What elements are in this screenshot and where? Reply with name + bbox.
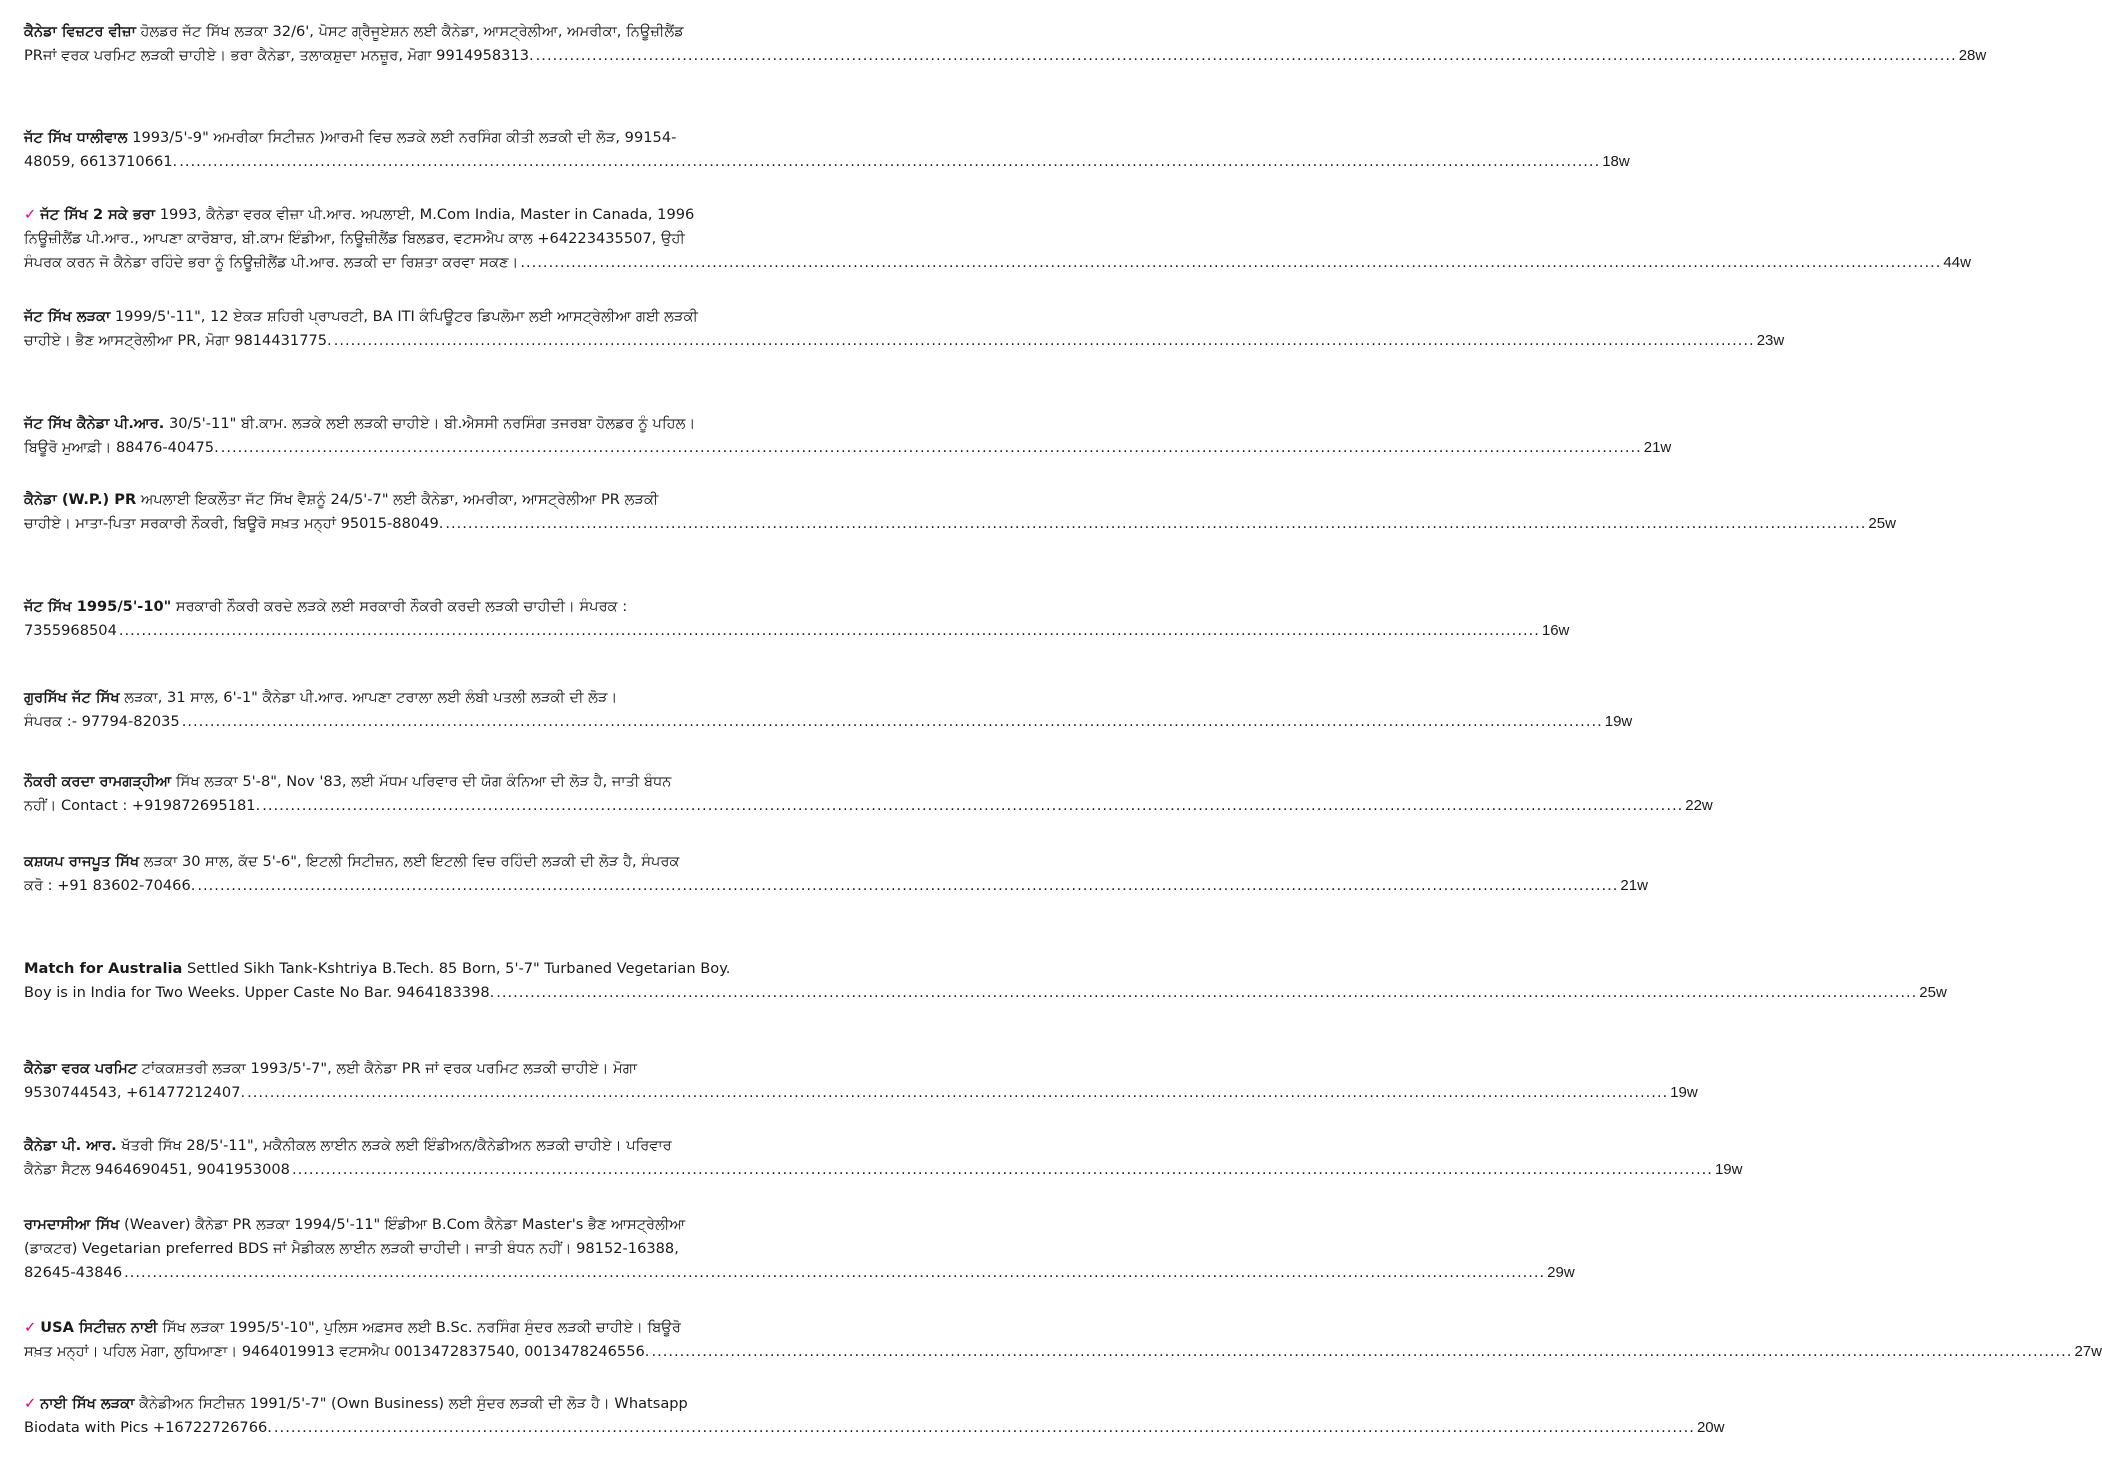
ad-heading: ਰਾਮਦਾਸੀਆ ਸਿੱਖ [24, 1216, 120, 1233]
dot-leader [179, 150, 1600, 174]
classified-ad [24, 1392, 1725, 1440]
dot-leader [651, 1340, 2072, 1364]
classified-ad [24, 1057, 1698, 1105]
ad-heading: ਕਸ਼ਯਪ ਰਾਜਪੂਤ ਸਿੱਖ [24, 853, 140, 870]
ad-text: ਕਰੋ : +91 83602-70466. [24, 877, 196, 894]
ad-text: ਬਿਊਰੋ ਮੁਆਫ਼ੀ। 88476-40475. [24, 439, 219, 456]
ad-heading: ਕੈਨੇਡਾ ਪੀ. ਆਰ. [24, 1137, 117, 1154]
dot-leader [262, 794, 1683, 818]
ad-heading: ਕੈਨੇਡਾ (W.P.) PR [24, 491, 137, 508]
ad-text: 82645-43846 [24, 1264, 123, 1281]
ad-text: ਟਾਂਕਕਸ਼ਤਰੀ ਲੜਕਾ 1993/5'-7", ਲਈ ਕੈਨੇਡਾ PR ਜਾਂ ਵਰਕ ਪਰਮਿਟ ਲੜਕੀ ਚਾਹੀਏ। ਮੋਗਾ [141, 1060, 638, 1077]
ad-code: 18w [1602, 153, 1630, 170]
ad-code: 21w [1643, 439, 1672, 456]
ad-heading: USA ਸਿਟੀਜ਼ਨ ਨਾਈ [40, 1319, 158, 1336]
dot-leader [197, 874, 1618, 898]
ad-text: ਸੰਪਰਕ :- 97794-82035 [24, 713, 180, 730]
classified-ad [24, 1316, 2102, 1364]
ad-text: ਸਿੱਖ ਲੜਕਾ 1995/5'-10", ਪੁਲਿਸ ਅਫ਼ਸਰ ਲਈ B.Sc. ਨਰਸਿੰਗ ਸੁੰਦਰ ਲੜਕੀ ਚਾਹੀਏ। ਬਿਊਰੋ [162, 1319, 681, 1336]
ad-text: Boy is in India for Two Weeks. Upper Caste No Bar. 9464183398. [24, 984, 495, 1001]
classified-ad [24, 305, 1785, 353]
ad-code: 19w [1604, 713, 1633, 730]
ad-text: 1993/5'-9" ਅਮਰੀਕਾ ਸਿਟੀਜ਼ਨ )ਆਰਮੀ ਵਿਚ ਲੜਕੇ ਲਈ ਨਰਸਿੰਗ ਕੀਤੀ ਲੜਕੀ ਦੀ ਲੋੜ, 99154- [132, 129, 677, 146]
ad-code: 25w [1919, 984, 1947, 1001]
classified-ad [24, 412, 1672, 460]
classified-ad [24, 595, 1570, 643]
ad-text: ਸਖ਼ਤ ਮਨ੍ਹਾਂ। ਪਹਿਲ ਮੋਗਾ, ਲੁਧਿਆਣਾ। 9464019913 ਵਟਸਐਪ 0013472837540, 0013478246556. [24, 1343, 650, 1360]
ad-text: ਖੱਤਰੀ ਸਿੱਖ 28/5'-11", ਮਕੈਨੀਕਲ ਲਾਈਨ ਲੜਕੇ ਲਈ ਇੰਡੀਅਨ/ਕੈਨੇਡੀਅਨ ਲੜਕੀ ਚਾਹੀਏ। ਪਰਿਵਾਰ [121, 1137, 672, 1154]
ad-heading: ਨਾਈ ਸਿੱਖ ਲੜਕਾ [40, 1395, 135, 1412]
classified-ad [24, 957, 1947, 1005]
ad-text: 1999/5'-11", 12 ਏਕੜ ਸ਼ਹਿਰੀ ਪ੍ਰਾਪਰਟੀ, BA ITI ਕੰਪਿਊਟਰ ਡਿਪਲੋਮਾ ਲਈ ਆਸਟ੍ਰੇਲੀਆ ਗਈ ਲੜਕੀ [114, 308, 698, 325]
ad-code: 23w [1756, 332, 1785, 349]
ad-text: ਸਰਕਾਰੀ ਨੌਕਰੀ ਕਰਦੇ ਲੜਕੇ ਲਈ ਸਰਕਾਰੀ ਨੌਕਰੀ ਕਰਦੀ ਲੜਕੀ ਚਾਹੀਦੀ। ਸੰਪਰਕ : [175, 598, 628, 615]
ad-code: 28w [1958, 47, 1987, 64]
ad-code: 19w [1714, 1161, 1743, 1178]
ad-text: ਲੜਕਾ 30 ਸਾਲ, ਕੱਦ 5'-6", ਇਟਲੀ ਸਿਟੀਜ਼ਨ, ਲਈ ਇਟਲੀ ਵਿਚ ਰਹਿੰਦੀ ਲੜਕੀ ਦੀ ਲੋੜ ਹੈ, ਸੰਪਰਕ [143, 853, 680, 870]
ad-heading: ਕੈਨੇਡਾ ਵਿਜ਼ਟਰ ਵੀਜ਼ਾ [24, 23, 136, 40]
classified-ad [24, 1213, 1575, 1285]
ad-heading: ਜੱਟ ਸਿੱਖ ਕੈਨੇਡਾ ਪੀ.ਆਰ. [24, 415, 165, 432]
ad-heading: Match for Australia [24, 960, 183, 977]
dot-leader [221, 436, 1642, 460]
classified-ad [24, 850, 1648, 898]
ad-text: ਸਿੱਖ ਲੜਕਾ 5'-8", Nov '83, ਲਈ ਮੱਧਮ ਪਰਿਵਾਰ ਦੀ ਯੋਗ ਕੰਨਿਆ ਦੀ ਲੋੜ ਹੈ, ਜਾਤੀ ਬੰਧਨ [175, 773, 672, 790]
dot-leader [182, 710, 1603, 734]
check-mark-icon: ✓ [24, 206, 37, 223]
classified-ad [24, 203, 1971, 275]
classified-ad [24, 770, 1713, 818]
ad-heading: ਜੱਟ ਸਿੱਖ ਧਾਲੀਵਾਲ [24, 129, 128, 146]
classified-ad [24, 20, 1987, 68]
classified-ad [24, 686, 1633, 734]
ad-text: PRਜਾਂ ਵਰਕ ਪਰਮਿਟ ਲੜਕੀ ਚਾਹੀਏ। ਭਰਾ ਕੈਨੇਡਾ, ਤਲਾਕਸ਼ੁਦਾ ਮਨਜ਼ੂਰ, ਮੋਗਾ 9914958313. [24, 47, 534, 64]
ad-text: 30/5'-11" ਬੀ.ਕਾਮ. ਲੜਕੇ ਲਈ ਲੜਕੀ ਚਾਹੀਏ। ਬੀ.ਐਸਸੀ ਨਰਸਿੰਗ ਤਜਰਬਾ ਹੋਲਡਰ ਨੂੰ ਪਹਿਲ। [169, 415, 696, 432]
dot-leader [124, 1261, 1545, 1285]
check-mark-icon: ✓ [24, 1319, 37, 1336]
ad-text: ਨਿਊਜ਼ੀਲੈਂਡ ਪੀ.ਆਰ., ਆਪਣਾ ਕਾਰੋਬਾਰ, ਬੀ.ਕਾਮ ਇੰਡੀਆ, ਨਿਊਜ਼ੀਲੈਂਡ ਬਿਲਡਰ, ਵਟਸਐਪ ਕਾਲ +64223435507, ਉਹੀ [24, 230, 685, 247]
ad-code: 29w [1547, 1264, 1575, 1281]
dot-leader [274, 1416, 1695, 1440]
ad-code: 20w [1696, 1419, 1725, 1436]
ad-heading: ਗੁਰਸਿੱਖ ਜੱਟ ਸਿੱਖ [24, 689, 120, 706]
ad-text: (Weaver) ਕੈਨੇਡਾ PR ਲੜਕਾ 1994/5'-11" ਇੰਡੀਆ B.Com ਕੈਨੇਡਾ Master's ਭੈਣ ਆਸਟ੍ਰੇਲੀਆ [124, 1216, 686, 1233]
classified-ad [24, 1134, 1743, 1182]
ad-code: 21w [1620, 877, 1648, 894]
ad-code: 44w [1943, 254, 1971, 271]
ad-code: 22w [1685, 797, 1713, 814]
ad-text: ਕੈਨੇਡਾ ਸੈਟਲ 9464690451, 9041953008 [24, 1161, 290, 1178]
ad-heading: ਜੱਟ ਸਿੱਖ 2 ਸਕੇ ਭਰਾ [40, 206, 156, 223]
ad-text: Settled Sikh Tank-Kshtriya B.Tech. 85 Born, 5'-7" Turbaned Vegetarian Boy. [187, 960, 731, 977]
ad-text: 1993, ਕੈਨੇਡਾ ਵਰਕ ਵੀਜ਼ਾ ਪੀ.ਆਰ. ਅਪਲਾਈ, M.Com India, Master in Canada, 1996 [159, 206, 695, 223]
ad-text: ਚਾਹੀਏ। ਭੈਣ ਆਸਟ੍ਰੇਲੀਆ PR, ਮੋਗਾ 9814431775. [24, 332, 332, 349]
classified-ad [24, 488, 1896, 536]
ad-text: 7355968504 [24, 622, 117, 639]
ad-text: ਕੈਨੇਡੀਅਨ ਸਿਟੀਜ਼ਨ 1991/5'-7" (Own Business) ਲਈ ਸੁੰਦਰ ਲੜਕੀ ਦੀ ਲੋੜ ਹੈ। Whatsapp [139, 1395, 688, 1412]
dot-leader [247, 1081, 1668, 1105]
ad-heading: ਜੱਟ ਸਿੱਖ 1995/5'-10" [24, 598, 172, 615]
ad-code: 16w [1541, 622, 1570, 639]
dot-leader [520, 251, 1941, 275]
ad-heading: ਜੱਟ ਸਿੱਖ ਲੜਕਾ [24, 308, 111, 325]
ad-heading: ਕੈਨੇਡਾ ਵਰਕ ਪਰਮਿਟ [24, 1060, 138, 1077]
ad-heading: ਨੌਕਰੀ ਕਰਦਾ ਰਾਮਗੜ੍ਹੀਆ [24, 773, 172, 790]
ad-text: ਲੜਕਾ, 31 ਸਾਲ, 6'-1" ਕੈਨੇਡਾ ਪੀ.ਆਰ. ਆਪਣਾ ਟਰਾਲਾ ਲਈ ਲੰਬੀ ਪਤਲੀ ਲੜਕੀ ਦੀ ਲੋੜ। [124, 689, 618, 706]
classified-ad [24, 126, 1630, 174]
ad-text: ਨਹੀਂ। Contact : +919872695181. [24, 797, 261, 814]
ad-text: ਚਾਹੀਏ। ਮਾਤਾ-ਪਿਤਾ ਸਰਕਾਰੀ ਨੌਕਰੀ, ਬਿਊਰੋ ਸਖ਼ਤ ਮਨ੍ਹਾਂ 95015-88049. [24, 515, 444, 532]
dot-leader [536, 44, 1957, 68]
ad-code: 25w [1868, 515, 1896, 532]
dot-leader [496, 981, 1917, 1005]
dot-leader [292, 1158, 1713, 1182]
ad-text: (ਡਾਕਟਰ) Vegetarian preferred BDS ਜਾਂ ਮੈਡੀਕਲ ਲਾਈਨ ਲੜਕੀ ਚਾਹੀਦੀ। ਜਾਤੀ ਬੰਧਨ ਨਹੀਂ। 98152-16388, [24, 1240, 679, 1257]
ad-text: 48059, 6613710661. [24, 153, 178, 170]
ad-text: 9530744543, +61477212407. [24, 1084, 246, 1101]
dot-leader [119, 619, 1540, 643]
ad-text: ਅਪਲਾਈ ਇਕਲੌਤਾ ਜੱਟ ਸਿੱਖ ਵੈਸ਼ਨੂੰ 24/5'-7" ਲਈ ਕੈਨੇਡਾ, ਅਮਰੀਕਾ, ਆਸਟ੍ਰੇਲੀਆ PR ਲੜਕੀ [140, 491, 659, 508]
ad-text: ਸੰਪਰਕ ਕਰਨ ਜੋ ਕੈਨੇਡਾ ਰਹਿੰਦੇ ਭਰਾ ਨੂੰ ਨਿਊਜ਼ੀਲੈਂਡ ਪੀ.ਆਰ. ਲੜਕੀ ਦਾ ਰਿਸ਼ਤਾ ਕਰਵਾ ਸਕਣ। [24, 254, 519, 271]
dot-leader [334, 329, 1755, 353]
ad-code: 27w [2074, 1343, 2102, 1360]
check-mark-icon: ✓ [24, 1395, 37, 1412]
dot-leader [445, 512, 1866, 536]
ad-text: ਹੋਲਡਰ ਜੱਟ ਸਿੱਖ ਲੜਕਾ 32/6', ਪੋਸਟ ਗ੍ਰੈਜੂਏਸ਼ਨ ਲਈ ਕੈਨੇਡਾ, ਆਸਟ੍ਰੇਲੀਆ, ਅਮਰੀਕਾ, ਨਿਊਜ਼ੀਲੈਂਡ [140, 23, 684, 40]
ad-code: 19w [1670, 1084, 1698, 1101]
ad-text: Biodata with Pics +16722726766. [24, 1419, 272, 1436]
